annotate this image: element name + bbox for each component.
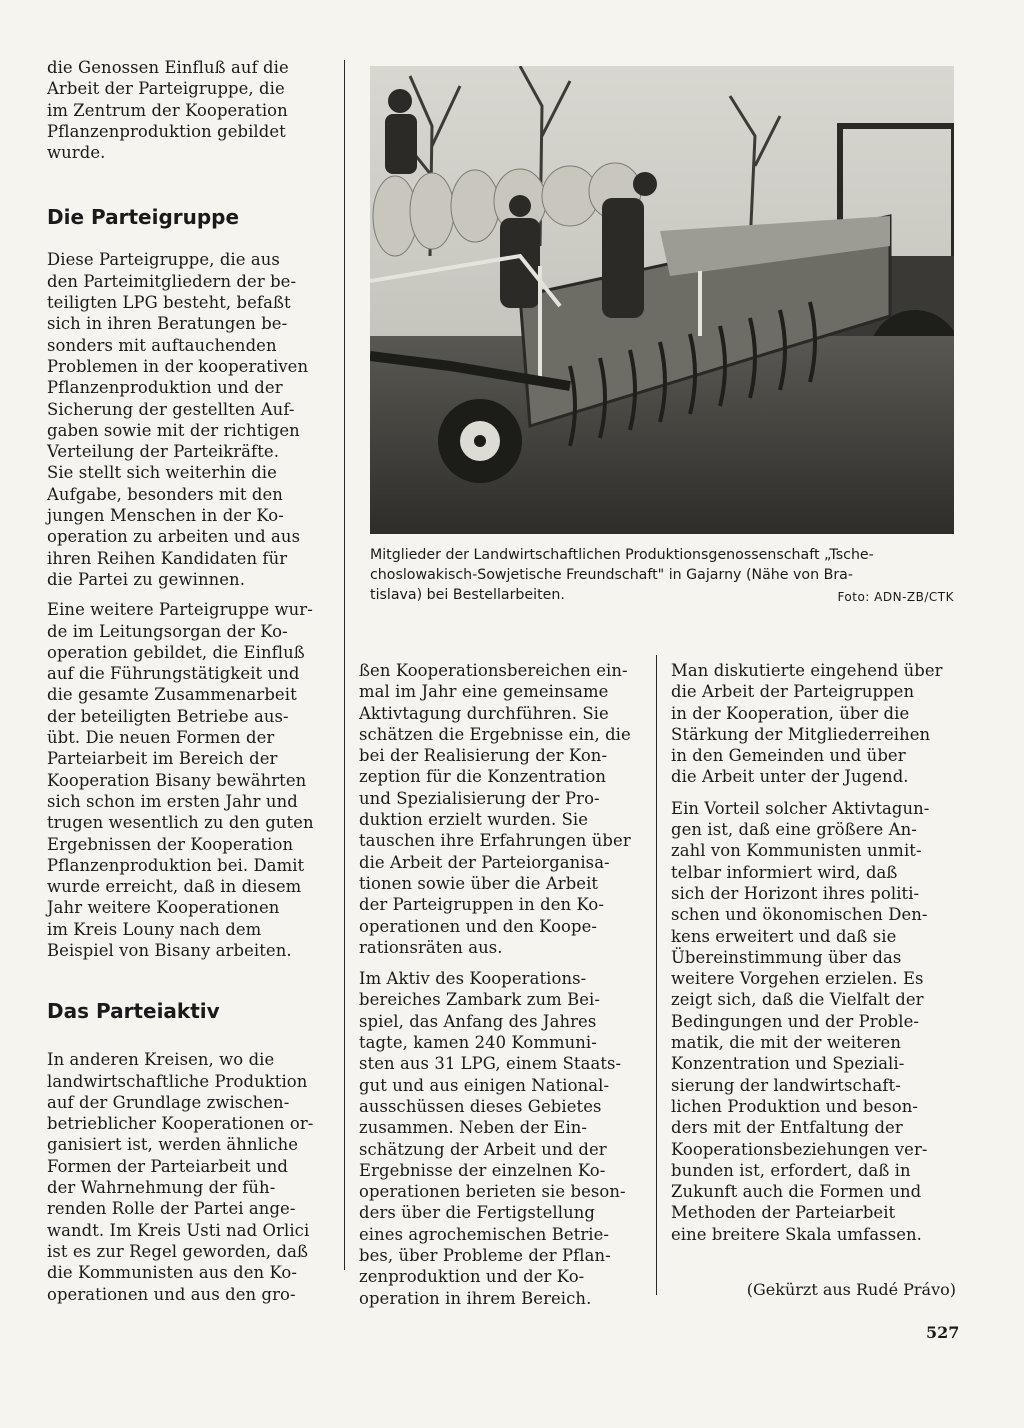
paragraph-zambark: Im Aktiv des Kooperations- bereiches Zambark zum Bei- spiel, das Anfang des Jahres tagte, kamen 240 Kommuni- sten aus 31 LPG, einem Staats- gut und aus einigen National- ausschüssen dieses Gebietes zusammen. Neben der Ein- schätzung der Arbeit und der Ergebnisse der einzelnen Ko- operationen berieten sie beson- ders über die Fertigstellung eines agrochemischen Betrie- bes, über Probleme der Pflan- zenproduktion und der Ko- operation in ihrem Bereich. — [359, 969, 626, 1308]
paragraph-parteiaktiv-1: In anderen Kreisen, wo die landwirtschaftliche Produktion auf der Grundlage zwischen- betrieblicher Kooperationen or- ganisiert ist, werden ähnliche Formen der Parteiarbeit und der Wahrnehmung der füh- renden Rolle der Partei ange- wandt. Im Kreis Usti nad Orlici ist es zur Regel geworden, daß die Kommunisten aus den Ko- operationen und aus den gro- — [47, 1050, 314, 1304]
source-note: (Gekürzt aus Rudé Právo) — [746, 1280, 956, 1299]
paragraph-parteigruppe-2: Eine weitere Parteigruppe wur- de im Leitungsorgan der Ko- operation gebildet, die Einfluß auf die Führungstätigkeit und die gesamte Zusammenarbeit der beteiligten Betriebe aus- übt. Die neuen Formen der Parteiarbeit im Bereich der Kooperation Bisany bewährten sich schon im ersten Jahr und trugen wesentlich zu den guten Ergebnissen der Kooperation Pflanzenproduktion bei. Damit wurde erreicht, daß in diesem Jahr weitere Kooperationen im Kreis Louny nach dem Beispiel von Bisany arbeiten. — [47, 600, 314, 960]
photo-illustration — [370, 66, 954, 534]
paragraph-intro: die Genossen Einfluß auf die Arbeit der Parteigruppe, die im Zentrum der Kooperation Pflanzenproduktion gebildet wurde. — [47, 58, 289, 163]
paragraph-vorteil: Ein Vorteil solcher Aktivtagun- gen ist, daß eine größere An- zahl von Kommunisten unmit- telbar informiert wird, daß sich der Horizont ihres politi- schen und ökonomischen Den- kens erweitert und daß sie Übereinstimmung über das weitere Vorgehen erzielen. Es zeigt sich, daß die Vielfalt der Bedingungen und der Proble- matik, die mit der weiteren Konzentration und Speziali- sierung der landwirtschaft- lichen Produktion und beson- ders mit der Entfaltung der Kooperationsbeziehungen ver- bunden ist, erfordert, daß in Zukunft auch die Formen und Methoden der Parteiarbeit eine breitere Skala umfassen. — [671, 798, 930, 1244]
column-divider-left — [344, 60, 345, 1270]
column-middle — [359, 660, 644, 1309]
photo-credit: Foto: ADN-ZB/CTK — [837, 590, 954, 604]
column-left — [47, 57, 329, 1305]
column-right — [671, 660, 956, 1245]
paragraph-diskussion: Man diskutierte eingehend über die Arbeit der Parteigruppen in der Kooperation, über die Stärkung der Mitgliederreihen in den Gemeinden und über die Arbeit unter der Jugend. — [671, 661, 943, 787]
column-divider-right — [656, 655, 657, 1295]
photo-caption: Mitglieder der Landwirtschaftlichen Produktionsgenossenschaft „Tsche- choslowakisch-Sowjetische Freundschaft" in Gajarny (Nähe von Bra- tislava) bei Bestellarbeiten. — [370, 547, 874, 603]
page-number: 527 — [926, 1323, 960, 1342]
heading-parteigruppe: Die Parteigruppe — [47, 205, 240, 230]
paragraph-parteigruppe-1: Diese Parteigruppe, die aus den Parteimitgliedern der be- teiligten LPG besteht, befaßt sich in ihren Beratungen be- sonders mit auftauchenden Problemen in der kooperativen Pflanzenproduktion und der Sicherung der gestellten Auf- gaben sowie mit der richtigen Verteilung der Parteikräfte. Sie stellt sich weiterhin die Aufgabe, besonders mit den jungen Menschen in der Ko- operation zu arbeiten und aus ihren Reihen Kandidaten für die Partei zu gewinnen. — [47, 250, 309, 589]
heading-parteiaktiv: Das Parteiaktiv — [47, 999, 220, 1024]
photo-farm-seeder — [370, 66, 954, 534]
paragraph-aktivtagung: ßen Kooperationsbereichen ein- mal im Jahr eine gemeinsame Aktivtagung durchführen. Sie schätzen die Ergebnisse ein, die bei der Realisierung der Kon- zeption für die Konzentration und Spezialisierung der Pro- duktion erzielt wurden. Sie tauschen ihre Erfahrungen über die Arbeit der Parteiorganisa- tionen sowie über die Arbeit der Parteigruppen in den Ko- operationen und den Koope- rationsräten aus. — [359, 661, 631, 957]
